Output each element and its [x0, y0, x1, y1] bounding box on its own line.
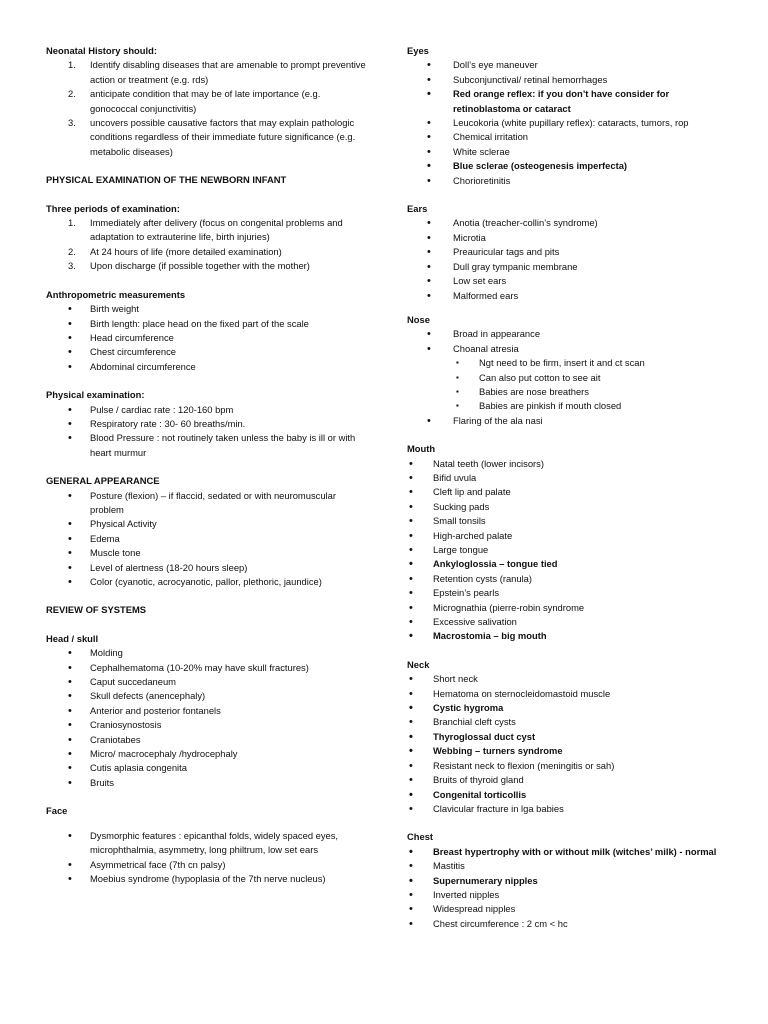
list-item: • Bruits	[46, 776, 366, 790]
list-item: • Breast hypertrophy with or without milk (witches’ milk) - normal	[407, 845, 725, 859]
nose-heading: Nose	[407, 313, 430, 325]
head-skull-list	[46, 646, 366, 790]
list-item: • Cutis aplasia congenita	[46, 761, 366, 775]
physical-exam-list	[46, 403, 366, 461]
mouth-heading: Mouth	[407, 443, 436, 455]
list-item-text: Upon discharge (if possible together with the mother)	[90, 260, 310, 272]
list-item: • Retention cysts (ranula)	[407, 572, 725, 586]
list-item: • Subconjunctival/ retinal hemorrhages	[407, 73, 725, 87]
eyes-heading: Eyes	[407, 45, 429, 56]
list-item: • Mastitis	[407, 859, 725, 873]
periods-heading: Three periods of examination:	[46, 202, 180, 214]
list-item: • Microtia	[407, 231, 725, 245]
list-item: • Blood Pressure : not routinely taken unless the baby is ill or with heart murmur	[46, 431, 366, 460]
list-item: • Muscle tone	[46, 546, 366, 560]
list-item	[46, 116, 366, 159]
list-item: • Hematoma on sternocleidomastoid muscle	[407, 687, 725, 701]
list-item: • Chemical irritation	[407, 130, 725, 144]
list-item: • Edema	[46, 532, 366, 546]
list-item: • Asymmetrical face (7th cn palsy)	[46, 858, 366, 872]
list-item	[46, 58, 366, 87]
eyes-list	[407, 58, 725, 188]
nose-list	[407, 327, 725, 356]
list-item: • Doll’s eye maneuver	[407, 58, 725, 72]
right-column	[407, 44, 725, 931]
periods-section	[46, 202, 366, 274]
nose-sublist	[407, 356, 725, 414]
neonatal-history-section	[46, 44, 366, 159]
sub-list-item: ▪ Babies are nose breathers	[407, 385, 725, 399]
list-item: • Choanal atresia	[407, 342, 725, 356]
list-item: • Cephalhematoma (10-20% may have skull fractures)	[46, 661, 366, 675]
face-section	[46, 804, 366, 886]
ears-section	[407, 202, 725, 303]
sub-list-item: ▪ Can also put cotton to see ait	[407, 371, 725, 385]
list-item: • Broad in appearance	[407, 327, 725, 341]
list-number: 3.	[68, 117, 76, 129]
list-item-text: anticipate condition that may be of late importance (e.g. gonococcal conjunctivitis)	[90, 88, 321, 114]
list-item: • Respiratory rate : 30- 60 breaths/min.	[46, 417, 366, 431]
list-item: • Molding	[46, 646, 366, 660]
list-item: • Craniotabes	[46, 733, 366, 747]
list-number: 2.	[68, 88, 76, 100]
list-item: • Moebius syndrome (hypoplasia of the 7th nerve nucleus)	[46, 872, 366, 886]
list-item: • Small tonsils	[407, 514, 725, 528]
list-item	[46, 245, 366, 259]
list-item: • Natal teeth (lower incisors)	[407, 457, 725, 471]
list-item: • Excessive salivation	[407, 615, 725, 629]
list-item: • Inverted nipples	[407, 888, 725, 902]
anthropometric-section	[46, 288, 366, 374]
list-item: • Leucokoria (white pupillary reflex): cataracts, tumors, rop	[407, 116, 725, 130]
list-item: • Red orange reflex: if you don’t have consider for retinoblastoma or cataract	[407, 87, 725, 116]
list-item: • Head circumference	[46, 331, 366, 345]
chest-list	[407, 845, 725, 931]
list-item: • Sucking pads	[407, 500, 725, 514]
list-item: • Pulse / cardiac rate : 120-160 bpm	[46, 403, 366, 417]
list-item: • Webbing – turners syndrome	[407, 744, 725, 758]
list-item: • Skull defects (anencephaly)	[46, 689, 366, 703]
head-skull-section	[46, 632, 366, 790]
list-item: • Congenital torticollis	[407, 788, 725, 802]
nose-list-end	[407, 414, 725, 428]
list-item-text: Immediately after delivery (focus on congenital problems and adaptation to extrauterine life, birth injuries)	[90, 217, 343, 243]
periods-list	[46, 216, 366, 274]
list-item: • Chest circumference : 2 cm < hc	[407, 917, 725, 931]
list-item: • Birth weight	[46, 302, 366, 316]
list-item	[46, 87, 366, 116]
list-item: • Epstein’s pearls	[407, 586, 725, 600]
list-item: • Cleft lip and palate	[407, 485, 725, 499]
eyes-section	[407, 44, 725, 188]
nose-section	[407, 313, 725, 428]
list-item: • Clavicular fracture in lga babies	[407, 802, 725, 816]
list-item: • Blue sclerae (osteogenesis imperfecta)	[407, 159, 725, 173]
sub-list-item: ▪ Babies are pinkish if mouth closed	[407, 399, 725, 413]
chest-section	[407, 830, 725, 931]
list-item: • White sclerae	[407, 145, 725, 159]
list-item: • Widespread nipples	[407, 902, 725, 916]
list-number: 1.	[68, 217, 76, 229]
physical-exam-heading: Physical examination:	[46, 389, 145, 401]
anthropometric-heading: Anthropometric measurements	[46, 288, 186, 300]
left-column	[46, 44, 366, 886]
physical-exam-section	[46, 388, 366, 460]
list-item: • Cystic hygroma	[407, 701, 725, 715]
list-item: • Micrognathia (pierre-robin syndrome	[407, 601, 725, 615]
head-skull-heading: Head / skull	[46, 632, 99, 644]
face-list	[46, 829, 366, 887]
mouth-section	[407, 442, 725, 644]
sub-list-item: ▪ Ngt need to be firm, insert it and ct scan	[407, 356, 725, 370]
physical-exam-title: PHYSICAL EXAMINATION OF THE NEWBORN INFANT	[46, 174, 287, 186]
mouth-list	[407, 457, 725, 644]
list-item: • Thyroglossal duct cyst	[407, 730, 725, 744]
list-item: • Birth length: place head on the fixed part of the scale	[46, 317, 366, 331]
list-item: • Preauricular tags and pits	[407, 245, 725, 259]
neonatal-history-heading: Neonatal History should:	[46, 45, 157, 56]
list-item: • Resistant neck to flexion (meningitis or sah)	[407, 759, 725, 773]
list-item: • Physical Activity	[46, 517, 366, 531]
list-item	[46, 259, 366, 273]
list-item: • Macrostomia – big mouth	[407, 629, 725, 643]
list-item: • Flaring of the ala nasi	[407, 414, 725, 428]
list-item	[46, 216, 366, 245]
general-appearance-heading: GENERAL APPEARANCE	[46, 475, 160, 487]
ears-heading: Ears	[407, 203, 428, 215]
list-item: • Abdominal circumference	[46, 360, 366, 374]
chest-heading: Chest	[407, 831, 434, 843]
list-item: • Caput succedaneum	[46, 675, 366, 689]
list-item: • Level of alertness (18-20 hours sleep)	[46, 561, 366, 575]
list-item: • Bifid uvula	[407, 471, 725, 485]
list-item: • Short neck	[407, 672, 725, 686]
list-item: • Dull gray tympanic membrane	[407, 260, 725, 274]
list-item: • Large tongue	[407, 543, 725, 557]
list-item: • Posture (flexion) – if flaccid, sedated or with neuromuscular problem	[46, 489, 366, 518]
neck-section	[407, 658, 725, 816]
list-item: • Bruits of thyroid gland	[407, 773, 725, 787]
list-item-text: uncovers possible causative factors that may explain pathologic conditions regardless of their immediate future significance (e.g. metabolic diseases)	[90, 117, 356, 157]
list-item: • Supernumerary nipples	[407, 874, 725, 888]
anthropometric-list	[46, 302, 366, 374]
list-item: • Malformed ears	[407, 289, 725, 303]
list-item: • Chorioretinitis	[407, 174, 725, 188]
list-item: • High-arched palate	[407, 529, 725, 543]
list-item: • Craniosynostosis	[46, 718, 366, 732]
ears-list	[407, 216, 725, 302]
neck-list	[407, 672, 725, 816]
general-appearance-section	[46, 474, 366, 589]
general-appearance-list	[46, 489, 366, 590]
list-item: • Branchial cleft cysts	[407, 715, 725, 729]
list-item: • Anotia (treacher-collin’s syndrome)	[407, 216, 725, 230]
list-number: 3.	[68, 260, 76, 272]
list-item: • Ankyloglossia – tongue tied	[407, 557, 725, 571]
list-number: 1.	[68, 59, 76, 71]
list-item: • Micro/ macrocephaly /hydrocephaly	[46, 747, 366, 761]
list-item: • Low set ears	[407, 274, 725, 288]
list-item-text: At 24 hours of life (more detailed examination)	[90, 245, 282, 257]
list-item: • Chest circumference	[46, 345, 366, 359]
list-item: • Color (cyanotic, acrocyanotic, pallor, plethoric, jaundice)	[46, 575, 366, 589]
review-of-systems-title: REVIEW OF SYSTEMS	[46, 604, 147, 616]
list-number: 2.	[68, 245, 76, 257]
list-item: • Dysmorphic features : epicanthal folds, widely spaced eyes, microphthalmia, asymmetry, long philtrum, low set ears	[46, 829, 366, 858]
list-item-text: Identify disabling diseases that are amenable to prompt preventive action or treatment (e.g. rds)	[90, 59, 366, 85]
neck-heading: Neck	[407, 658, 430, 670]
face-heading: Face	[46, 805, 68, 817]
neonatal-history-list	[46, 58, 366, 159]
list-item: • Anterior and posterior fontanels	[46, 704, 366, 718]
